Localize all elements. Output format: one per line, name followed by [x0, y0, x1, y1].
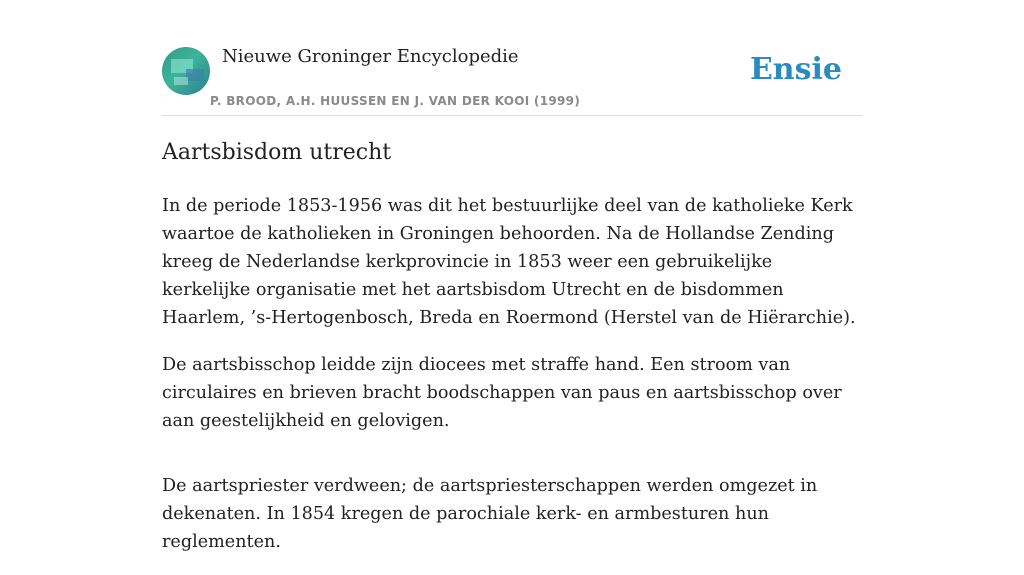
- cover-decoration: [174, 77, 188, 85]
- article-title: Aartsbisdom utrecht: [162, 140, 392, 165]
- article-paragraph: In de periode 1853-1956 was dit het bestuurlijke deel van de katholieke Kerk waartoe de katholieken in Groningen behoorden. Na de Hollandse Zending kreeg de Nederlandse kerkprovincie in 1853 weer een gebruikelijke kerkelijke organisatie met het aartsbisdom Utrecht en de bisdommen Haarlem, ’s-Hertogenbosch, Breda en Roermond (Herstel van de Hiërarchie).: [162, 196, 856, 328]
- cover-decoration: [186, 69, 204, 81]
- book-header: [162, 40, 862, 116]
- book-authors: P. BROOD, A.H. HUUSSEN EN J. VAN DER KOOI (1999): [210, 94, 581, 108]
- article-paragraph: De aartsbisschop leidde zijn diocees met straffe hand. Een stroom van circulaires en brieven bracht boodschappen van paus en aartsbisschop over aan geestelijkheid en gelovigen.: [162, 355, 842, 431]
- ensie-logo-link[interactable]: Ensie: [749, 52, 842, 87]
- book-cover-thumbnail[interactable]: [162, 47, 210, 95]
- book-title-link[interactable]: Nieuwe Groninger Encyclopedie: [222, 46, 519, 67]
- article-paragraph: De aartspriester verdween; de aartspriesterschappen werden omgezet in dekenaten. In 1854 kregen de parochiale kerk- en armbesturen hun reglementen.: [162, 476, 818, 552]
- article-body: [162, 192, 864, 575]
